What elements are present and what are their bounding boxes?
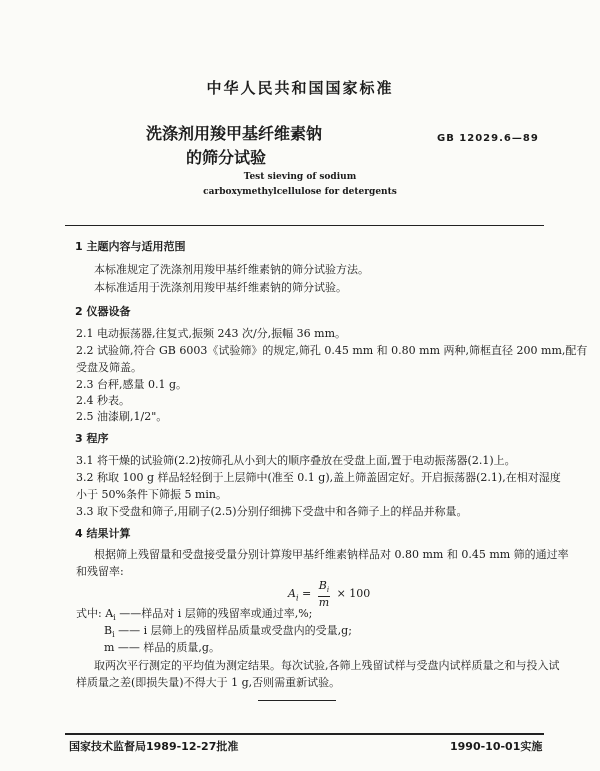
formula [288, 580, 370, 608]
formula-equals: = [302, 587, 312, 601]
english-title-line2: carboxymethylcellulose for detergents [203, 187, 397, 197]
section-3-step-cont: 小于 50%条件下筛振 5 min。 [76, 488, 227, 501]
implementation-date: 1990-10-01实施 [450, 740, 543, 753]
section-4-heading: 4 结果计算 [75, 527, 131, 540]
formula-numerator: $B_i$ [318, 580, 330, 597]
footer-rule [65, 733, 544, 735]
document-title-line2: 的筛分试验 [185, 148, 266, 167]
formula-fraction [318, 580, 330, 608]
standard-number: GB 12029.6—89 [437, 133, 539, 144]
section-3-step: 3.1 将干燥的试验筛(2.2)按筛孔从小到大的顺序叠放在受盘上面,置于电动振荡器(2.1)上。 [76, 454, 516, 467]
variable-definition: m —— 样品的质量,g。 [104, 641, 220, 654]
section-1-paragraph: 本标准适用于洗涤剂用羧甲基纤维素钠的筛分试验。 [94, 281, 347, 294]
section-3-heading: 3 程序 [75, 432, 109, 445]
section-4-paragraph-cont: 样质量之差(即损失量)不得大于 1 g,否则需重新试验。 [76, 676, 341, 689]
section-4-paragraph-cont: 和残留率: [76, 565, 124, 578]
issuing-authority: 中华人民共和国国家标准 [206, 79, 394, 97]
section-1-paragraph: 本标准规定了洗涤剂用羧甲基纤维素钠的筛分试验方法。 [94, 263, 369, 276]
approval-date: 国家技术监督局1989-12-27批准 [69, 740, 239, 753]
formula-lhs: A [288, 587, 296, 601]
section-4-paragraph: 根据筛上残留量和受盘接受量分别计算羧甲基纤维素钠样品对 0.80 mm 和 0.45 mm 筛的通过率 [94, 548, 569, 561]
section-2-item: 2.1 电动振荡器,往复式,振频 243 次/分,振幅 36 mm。 [76, 327, 347, 340]
section-2-item: 2.5 油漆刷,1/2"。 [76, 410, 168, 423]
section-4-paragraph: 取两次平行测定的平均值为测定结果。每次试验,各筛上残留试样与受盘内试样质量之和与投入试 [94, 659, 560, 672]
variable-definition: 式中: $A_i$ ——样品对 i 层筛的残留率或通过率,%; [76, 607, 313, 623]
section-2-item: 2.2 试验筛,符合 GB 6003《试验筛》的规定,筛孔 0.45 mm 和 0.80 mm 两种,筛框直径 200 mm,配有 [76, 344, 588, 357]
section-2-item-cont: 受盘及筛盖。 [76, 361, 142, 374]
header-rule [65, 225, 544, 226]
end-rule [258, 700, 336, 701]
formula-denominator: m [318, 596, 330, 610]
formula-lhs-sub: i [295, 593, 299, 603]
section-1-heading: 1 主题内容与适用范围 [75, 240, 186, 253]
english-title-line1: Test sieving of sodium [243, 172, 357, 182]
section-2-item: 2.4 秒表。 [76, 394, 130, 407]
variable-definition: $B_i$ —— i 层筛上的残留样品质量或受盘内的受量,g; [104, 624, 352, 640]
section-2-heading: 2 仪器设备 [75, 305, 131, 318]
formula-multiplier: × 100 [336, 587, 371, 601]
section-2-item: 2.3 台秤,感量 0.1 g。 [76, 378, 188, 391]
document-title-line1: 洗涤剂用羧甲基纤维素钠 [146, 124, 323, 143]
section-3-step: 3.3 取下受盘和筛子,用刷子(2.5)分别仔细拂下受盘中和各筛子上的样品并称量。 [76, 505, 468, 518]
section-3-step: 3.2 称取 100 g 样品轻轻倒于上层筛中(准至 0.1 g),盖上筛盖固定好。开启振荡器(2.1),在相对湿度 [76, 471, 561, 484]
